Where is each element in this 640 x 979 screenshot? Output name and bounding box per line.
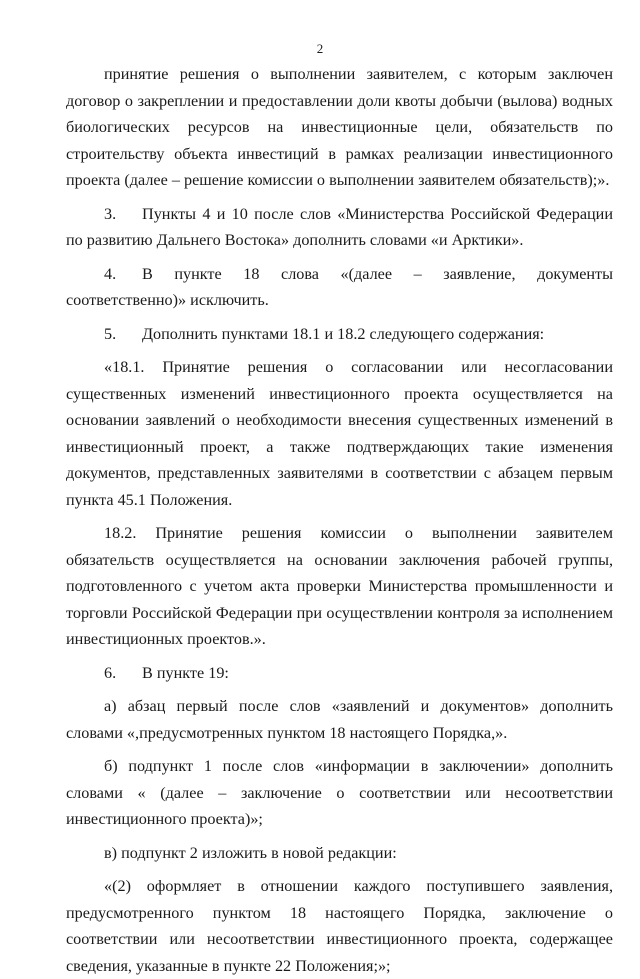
item-number: 4. — [104, 261, 142, 288]
item-number: 3. — [104, 201, 142, 228]
page-number: 2 — [0, 41, 640, 57]
paragraph-decision-obligations: принятие решения о выполнении заявителем, с которым заключен договор о закреплении и предоставлении доли квоты добычи (вылова) водных биологических ресурсов на инвестиционные цели, обязательств по строительству объекта инвестиций в рамках реализации инвестиционного проекта (далее – решение комиссии о выполнении заявителем обязательств);». — [66, 61, 613, 194]
paragraph-point-18-1: «18.1. Принятие решения о согласовании или несогласовании существенных изменений инвестиционного проекта осуществляется на основании заявлений о необходимости внесения существенных изменений в инвестиционный проект, а также подтверждающих такие изменения документов, представленных заявителями в соответствии с абзацем первым пункта 45.1 Положения. — [66, 354, 613, 513]
paragraph-item-3 — [66, 201, 613, 254]
paragraph-subpoint-2 — [66, 873, 613, 979]
item-text: Дополнить пунктами 18.1 и 18.2 следующего содержания: — [142, 325, 544, 343]
item-number: 5. — [104, 321, 142, 348]
subpoint-2-rest: предусмотренного пунктом 18 настоящего Порядка, заключение о соответствии или несоответствии инвестиционного проекта, содержащее сведения, указанные в пункте 22 Положения;»; — [66, 900, 613, 979]
paragraph-item-6 — [66, 660, 613, 687]
document-body — [66, 61, 613, 979]
paragraph-subitem-b: б) подпункт 1 после слов «информации в заключении» дополнить словами « (далее – заключение о соответствии или несоответствии инвестиционного проекта)»; — [66, 753, 613, 833]
paragraph-item-5 — [66, 321, 613, 348]
paragraph-item-4 — [66, 261, 613, 314]
item-text: Пункты 4 и 10 после слов «Министерства Российской Федерации по развитию Дальнего Востока» дополнить словами «и Арктики». — [66, 205, 613, 250]
item-text: В пункте 19: — [142, 664, 229, 682]
item-text: В пункте 18 слова «(далее – заявление, документы соответственно)» исключить. — [66, 265, 613, 310]
paragraph-subitem-v: в) подпункт 2 изложить в новой редакции: — [66, 840, 613, 867]
paragraph-point-18-2: 18.2. Принятие решения комиссии о выполнении заявителем обязательств осуществляется на основании заключения рабочей группы, подготовленного с учетом акта проверки Министерства промышленности и торговли Российской Федерации при осуществлении контроля за исполнением инвестиционных проектов.». — [66, 520, 613, 653]
subpoint-2-first-line: «(2) оформляет в отношении каждого поступившего заявления, — [66, 873, 613, 900]
item-number: 6. — [104, 660, 142, 687]
paragraph-subitem-a: а) абзац первый после слов «заявлений и документов» дополнить словами «,предусмотренных пунктом 18 настоящего Порядка,». — [66, 693, 613, 746]
